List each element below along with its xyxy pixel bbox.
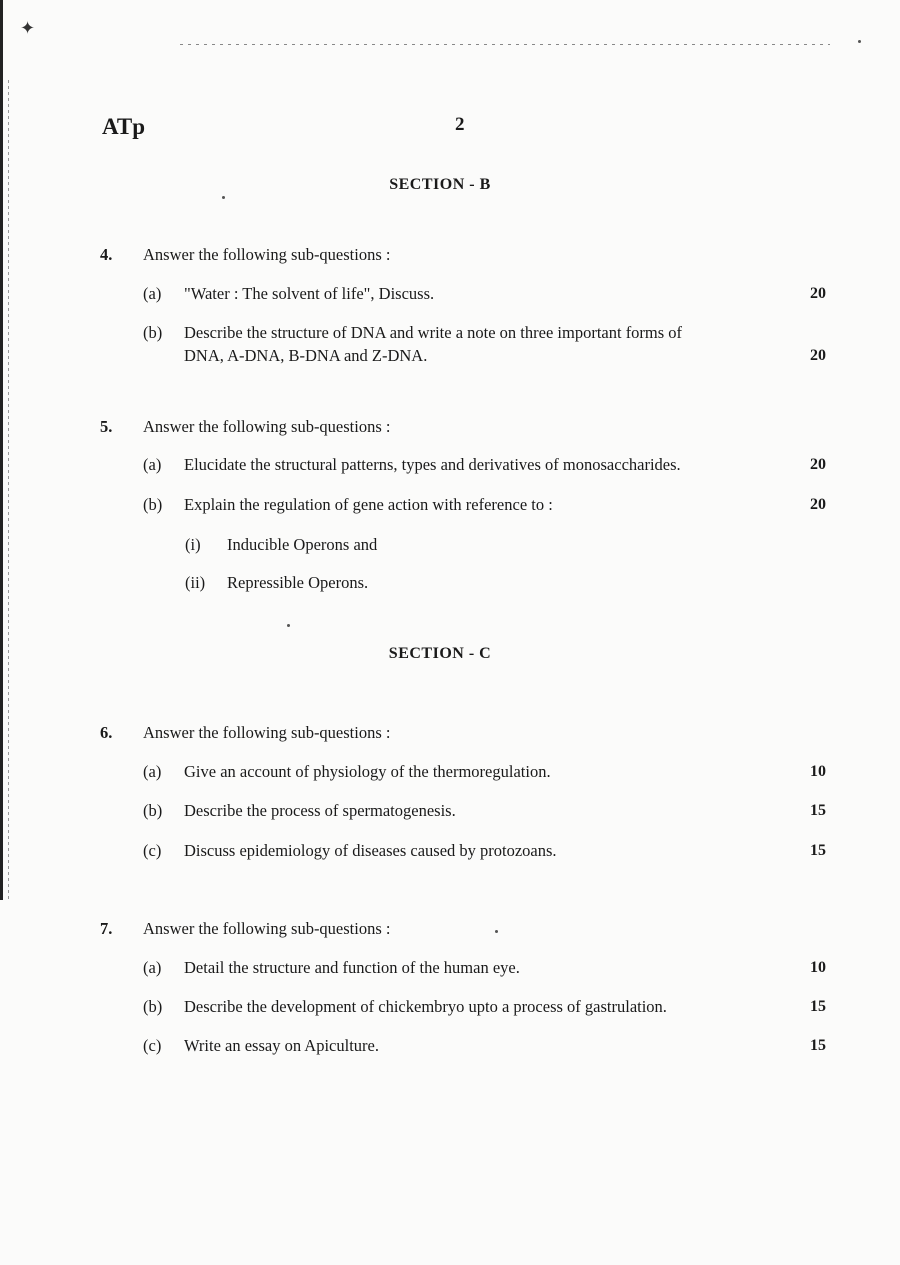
question-number: 4. xyxy=(100,245,113,264)
marks: 20 xyxy=(810,285,826,302)
part-text: DNA, A-DNA, B-DNA and Z-DNA. xyxy=(184,346,428,365)
subpart-label: (i) xyxy=(185,535,201,554)
marks: 20 xyxy=(810,347,826,364)
speck xyxy=(495,930,498,933)
part-label: (a) xyxy=(143,284,162,303)
question-number: 6. xyxy=(100,723,113,742)
part-text: Describe the structure of DNA and write a note on three important forms of xyxy=(184,323,683,342)
page-number: 2 xyxy=(455,114,465,135)
part-label: (a) xyxy=(143,958,162,977)
part-label: (a) xyxy=(143,455,162,474)
marks: 15 xyxy=(810,802,826,819)
question-text: Answer the following sub-questions : xyxy=(143,245,391,264)
marks: 20 xyxy=(810,456,826,473)
subpart-label: (ii) xyxy=(185,573,206,592)
question-text: Answer the following sub-questions : xyxy=(143,417,391,436)
question-text: Answer the following sub-questions : xyxy=(143,919,391,938)
question-number: 5. xyxy=(100,417,113,436)
part-text: Explain the regulation of gene action with reference to : xyxy=(184,495,553,514)
marks: 20 xyxy=(810,496,826,513)
part-text: Elucidate the structural patterns, types and derivatives of monosaccharides. xyxy=(184,455,681,474)
part-label: (b) xyxy=(143,801,163,820)
paper-code: ATp xyxy=(102,114,146,139)
subpart-text: Inducible Operons and xyxy=(227,535,378,554)
marks: 15 xyxy=(810,842,826,859)
part-text: Describe the process of spermatogenesis. xyxy=(184,801,456,820)
part-label: (c) xyxy=(143,841,162,860)
section-b-heading: SECTION - B xyxy=(389,176,491,193)
marks: 10 xyxy=(810,763,826,780)
marks: 15 xyxy=(810,1037,826,1054)
part-label: (b) xyxy=(143,495,163,514)
speck xyxy=(858,40,861,43)
marks: 10 xyxy=(810,959,826,976)
part-label: (b) xyxy=(143,323,163,342)
part-label: (a) xyxy=(143,762,162,781)
part-text: Give an account of physiology of the thermoregulation. xyxy=(184,762,551,781)
part-label: (c) xyxy=(143,1036,162,1055)
scan-left-edge xyxy=(0,0,3,900)
subpart-text: Repressible Operons. xyxy=(227,573,369,592)
part-text: Write an essay on Apiculture. xyxy=(184,1036,379,1055)
speck xyxy=(287,624,290,627)
part-text: Describe the development of chickembryo upto a process of gastrulation. xyxy=(184,997,667,1016)
scan-top-dotted-line xyxy=(180,44,830,45)
question-text: Answer the following sub-questions : xyxy=(143,723,391,742)
section-c-heading: SECTION - C xyxy=(388,645,492,662)
part-label: (b) xyxy=(143,997,163,1016)
question-number: 7. xyxy=(100,919,113,938)
speck xyxy=(222,196,225,199)
part-text: "Water : The solvent of life", Discuss. xyxy=(184,284,435,303)
scan-left-dotted-line xyxy=(8,80,9,900)
marks: 15 xyxy=(810,998,826,1015)
stamp-mark-icon: ✦ xyxy=(20,18,36,38)
part-text: Detail the structure and function of the human eye. xyxy=(184,958,520,977)
part-text: Discuss epidemiology of diseases caused by protozoans. xyxy=(184,841,557,860)
